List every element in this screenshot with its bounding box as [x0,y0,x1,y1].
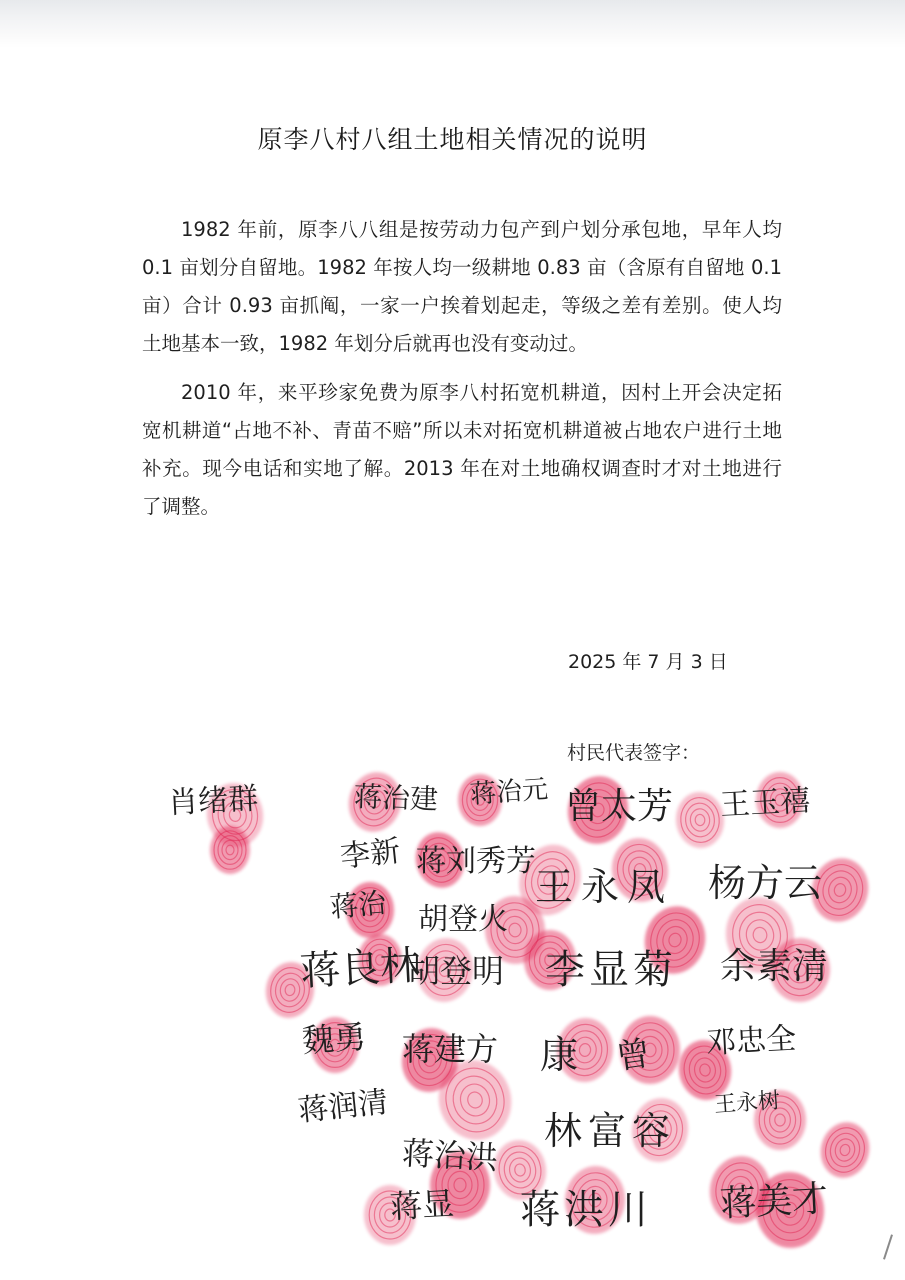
signature-18: 康 [540,1033,579,1077]
signature-10: 蒋治 [328,886,388,924]
signature-15: 余素清 [720,946,829,987]
signature-19: 曾 [613,1033,653,1078]
paper-fold-mark [883,1234,893,1259]
document-date: 2025 年 7 月 3 日 [568,651,728,673]
body-paragraph-1: 1982 年前，原李八八组是按劳动力包产到户划分承包地，早年人均 0.1 亩划分自留地。1982 年按人均一级耕地 0.83 亩（含原有自留地 0.1 亩）合计 0.93 亩抓阄，一家一户挨着划起走，等级之差有差别。使人均土地基本一致，1982 年划分后就再也没有变动过。 [142,218,782,355]
signature-4: 曾太芳 [565,786,674,827]
document-body [142,211,782,537]
signature-24: 王永树 [713,1088,781,1118]
fingerprint-stamp [210,826,250,874]
signature-8: 王永凤 [535,865,674,909]
signature-21: 蒋润清 [296,1084,390,1129]
signature-14: 李显菊 [545,947,677,993]
signature-13: 胡登明 [408,952,505,990]
signature-12: 蒋良林 [298,942,422,995]
scan-top-shadow [0,0,905,48]
signature-area [140,760,880,1260]
signature-7: 蒋刘秀芳 [416,844,536,879]
signature-27: 蒋美才 [719,1178,830,1225]
signature-6: 李新 [338,833,402,875]
signature-3: 蒋治元 [469,774,550,810]
signature-26: 蒋洪川 [520,1187,652,1233]
signature-22: 蒋治洪 [400,1134,499,1177]
signature-9: 杨方云 [708,861,823,905]
signature-25: 蒋显 [389,1184,456,1226]
signature-11: 胡登火 [418,902,508,937]
signature-20: 邓忠全 [705,1021,797,1061]
body-paragraph-2: 2010 年，来平珍家免费为原李八村拓宽机耕道，因村上开会决定拓宽机耕道“占地不补、青苗不赔”所以未对拓宽机耕道被占地农户进行土地补充。现今电话和实地了解。2013 年在对土地确权调查时才对土地进行了调整。 [142,381,782,518]
signature-2: 蒋治建 [353,780,439,816]
signature-label: 村民代表签字： [567,742,701,764]
signature-23: 林富容 [544,1109,677,1153]
signature-16: 魏勇 [300,1017,368,1060]
signature-1: 肖绪群 [167,781,259,821]
fingerprint-stamp [674,790,727,850]
page-title: 原李八村八组土地相关情况的说明 [257,125,648,154]
signature-17: 蒋建方 [402,1030,499,1068]
signature-5: 王玉禧 [719,783,811,823]
